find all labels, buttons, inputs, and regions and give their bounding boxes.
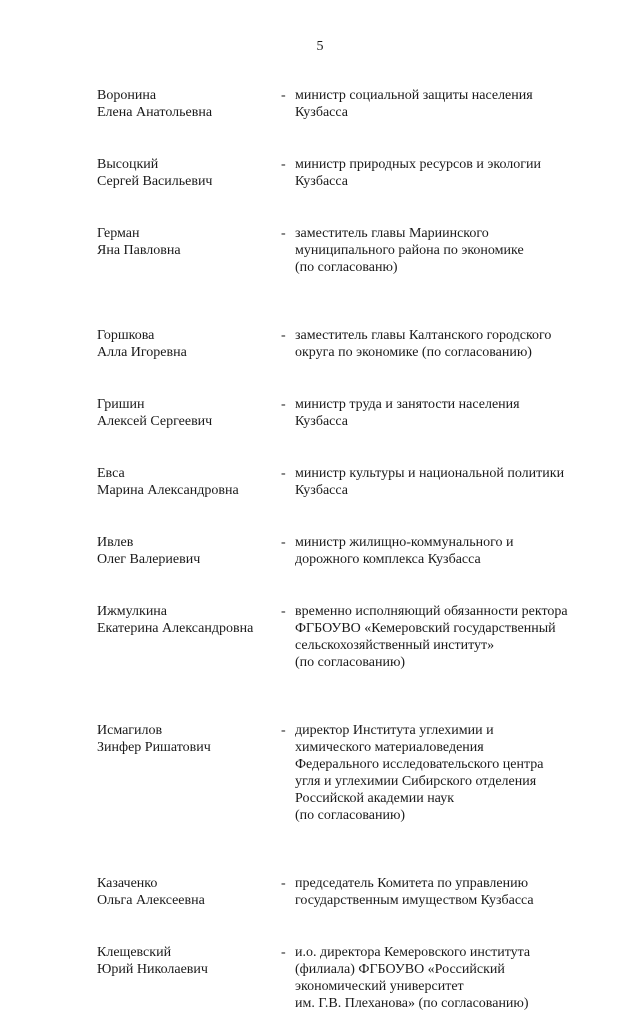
separator-dash: - xyxy=(281,466,286,481)
list-item xyxy=(97,722,617,824)
list-item xyxy=(97,327,617,361)
position-line: угля и углехимии Сибирского отделения xyxy=(295,774,537,789)
member-position xyxy=(295,396,617,430)
list-item xyxy=(97,465,617,499)
position-line: сельскохозяйственный институт» xyxy=(295,638,495,653)
position-line: Федерального исследовательского центра xyxy=(295,757,544,772)
member-name xyxy=(97,465,281,499)
list-item xyxy=(97,534,617,568)
position-line: министр культуры и национальной политики xyxy=(295,466,565,481)
member-position xyxy=(295,603,617,671)
member-surname: Воронина xyxy=(97,88,157,103)
separator-dash: - xyxy=(281,876,286,891)
member-surname: Герман xyxy=(97,226,140,241)
member-position xyxy=(295,465,617,499)
member-name xyxy=(97,875,281,909)
member-position xyxy=(295,944,617,1012)
position-line: дорожного комплекса Кузбасса xyxy=(295,552,481,567)
member-list xyxy=(97,87,617,1012)
member-position xyxy=(295,327,617,361)
position-line: (по согласованию) xyxy=(295,655,406,670)
member-name xyxy=(97,396,281,430)
member-name xyxy=(97,87,281,121)
position-line: министр природных ресурсов и экологии xyxy=(295,157,541,172)
member-surname: Гришин xyxy=(97,397,145,412)
member-given-names: Зинфер Ришатович xyxy=(97,740,211,755)
member-given-names: Алексей Сергеевич xyxy=(97,414,213,429)
position-line: ФГБОУВО «Кемеровский государственный xyxy=(295,621,556,636)
list-item xyxy=(97,225,617,276)
separator-dash: - xyxy=(281,157,286,172)
separator-dash: - xyxy=(281,328,286,343)
list-item xyxy=(97,396,617,430)
member-given-names: Марина Александровна xyxy=(97,483,239,498)
member-given-names: Яна Павловна xyxy=(97,243,181,258)
position-line: (по согласованю) xyxy=(295,260,398,275)
position-line: экономический университет xyxy=(295,979,464,994)
member-surname: Ивлев xyxy=(97,535,134,550)
member-surname: Евса xyxy=(97,466,125,481)
position-line: и.о. директора Кемеровского института xyxy=(295,945,531,960)
separator-dash: - xyxy=(281,945,286,960)
member-name xyxy=(97,722,281,824)
position-line: министр труда и занятости населения xyxy=(295,397,520,412)
position-line: заместитель главы Мариинского xyxy=(295,226,489,241)
separator-dash: - xyxy=(281,604,286,619)
member-surname: Исмагилов xyxy=(97,723,163,738)
list-item xyxy=(97,87,617,121)
member-name xyxy=(97,327,281,361)
list-item xyxy=(97,944,617,1012)
member-surname: Высоцкий xyxy=(97,157,159,172)
list-item xyxy=(97,156,617,190)
position-line: (филиала) ФГБОУВО «Российский xyxy=(295,962,505,977)
member-given-names: Екатерина Александровна xyxy=(97,621,254,636)
member-name xyxy=(97,534,281,568)
member-surname: Клещевский xyxy=(97,945,172,960)
member-position xyxy=(295,875,617,909)
separator-dash: - xyxy=(281,535,286,550)
separator-dash: - xyxy=(281,723,286,738)
member-name xyxy=(97,603,281,671)
position-line: директор Института углехимии и xyxy=(295,723,494,738)
member-position xyxy=(295,534,617,568)
member-given-names: Сергей Васильевич xyxy=(97,174,213,189)
member-position xyxy=(295,87,617,121)
separator-dash: - xyxy=(281,226,286,241)
page-number: 5 xyxy=(316,39,324,54)
position-line: Кузбасса xyxy=(295,414,348,429)
member-surname: Горшкова xyxy=(97,328,155,343)
position-line: округа по экономике (по согласованию) xyxy=(295,345,532,360)
member-surname: Казаченко xyxy=(97,876,158,891)
separator-dash: - xyxy=(281,88,286,103)
position-line: временно исполняющий обязанности ректора xyxy=(295,604,568,619)
member-surname: Ижмулкина xyxy=(97,604,168,619)
member-given-names: Елена Анатольевна xyxy=(97,105,213,120)
position-line: министр социальной защиты населения xyxy=(295,88,533,103)
member-given-names: Олег Валериевич xyxy=(97,552,201,567)
member-position xyxy=(295,156,617,190)
member-given-names: Алла Игоревна xyxy=(97,345,187,360)
position-line: министр жилищно-коммунального и xyxy=(295,535,514,550)
member-position xyxy=(295,225,617,276)
member-given-names: Юрий Николаевич xyxy=(97,962,208,977)
position-line: Кузбасса xyxy=(295,105,348,120)
position-line: химического материаловедения xyxy=(295,740,484,755)
position-line: (по согласованию) xyxy=(295,808,406,823)
member-name xyxy=(97,944,281,1012)
member-position xyxy=(295,722,617,824)
list-item xyxy=(97,875,617,909)
position-line: председатель Комитета по управлению xyxy=(295,876,529,891)
position-line: им. Г.В. Плеханова» (по согласованию) xyxy=(295,996,529,1011)
list-item xyxy=(97,603,617,671)
position-line: государственным имуществом Кузбасса xyxy=(295,893,534,908)
member-name xyxy=(97,225,281,276)
position-line: Кузбасса xyxy=(295,174,348,189)
separator-dash: - xyxy=(281,397,286,412)
position-line: Российской академии наук xyxy=(295,791,454,806)
member-given-names: Ольга Алексеевна xyxy=(97,893,205,908)
position-line: муниципального района по экономике xyxy=(295,243,524,258)
member-name xyxy=(97,156,281,190)
position-line: заместитель главы Калтанского городского xyxy=(295,328,552,343)
position-line: Кузбасса xyxy=(295,483,348,498)
